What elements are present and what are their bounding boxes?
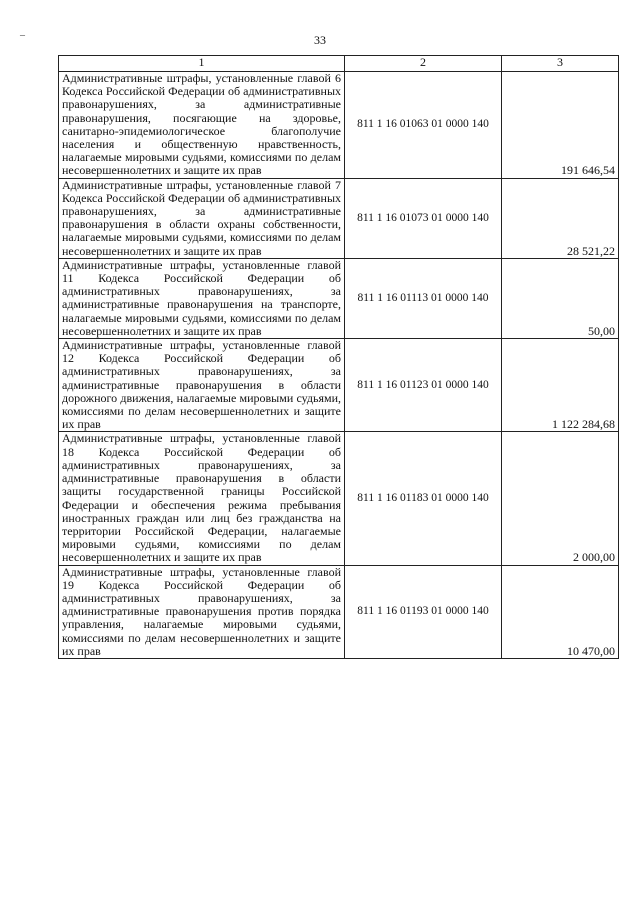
row-amount: 191 646,54: [502, 72, 619, 179]
column-header-2: 2: [345, 56, 502, 72]
page-number: 33: [314, 33, 326, 47]
revenue-table: [58, 55, 619, 659]
table-row: [59, 432, 619, 565]
row-amount: 50,00: [502, 258, 619, 338]
row-amount: 2 000,00: [502, 432, 619, 565]
table-row: [59, 72, 619, 179]
row-amount: 1 122 284,68: [502, 339, 619, 432]
row-code: 811 1 16 01193 01 0000 140: [345, 565, 502, 658]
row-code: 811 1 16 01183 01 0000 140: [345, 432, 502, 565]
row-description: Административные штрафы, установленные главой 6 Кодекса Российской Федерации об административных правонарушениях, за административные правонарушения, посягающие на здоровье, санитарно-эпидемиологическое благополучие населения и общественную нравственность, налагаемые мировыми судьями, комиссиями по делам несовершеннолетних и защите их прав: [59, 72, 345, 179]
row-code: 811 1 16 01073 01 0000 140: [345, 178, 502, 258]
table-row: [59, 178, 619, 258]
table-row: [59, 339, 619, 432]
table-row: [59, 258, 619, 338]
row-description: Административные штрафы, установленные главой 12 Кодекса Российской Федерации об административных правонарушениях, за административные правонарушения в области дорожного движения, налагаемые мировыми судьями, комиссиями по делам несовершеннолетних и защите их прав: [59, 339, 345, 432]
row-description: Административные штрафы, установленные главой 11 Кодекса Российской Федерации об административных правонарушениях, за административные правонарушения на транспорте, налагаемые мировыми судьями, комиссиями по делам несовершеннолетних и защите их прав: [59, 258, 345, 338]
row-description: Административные штрафы, установленные главой 18 Кодекса Российской Федерации об административных правонарушениях, за административные правонарушения в области защиты государственной границы Российской Федерации и обеспечения режима пребывания иностранных граждан или лиц без гражданства на территории Российской Федерации, налагаемые мировыми судьями, комиссиями по делам несовершеннолетних и защите их прав: [59, 432, 345, 565]
row-code: 811 1 16 01063 01 0000 140: [345, 72, 502, 179]
column-header-3: 3: [502, 56, 619, 72]
row-code: 811 1 16 01123 01 0000 140: [345, 339, 502, 432]
row-description: Административные штрафы, установленные главой 19 Кодекса Российской Федерации об административных правонарушениях, за административные правонарушения против порядка управления, налагаемые мировыми судьями, комиссиями по делам несовершеннолетних и защите их прав: [59, 565, 345, 658]
row-amount: 28 521,22: [502, 178, 619, 258]
row-amount: 10 470,00: [502, 565, 619, 658]
corner-mark: –: [20, 30, 25, 41]
table-header-row: [59, 56, 619, 72]
column-header-1: 1: [59, 56, 345, 72]
row-description: Административные штрафы, установленные главой 7 Кодекса Российской Федерации об административных правонарушениях, за административные правонарушения в области охраны собственности, налагаемые мировыми судьями, комиссиями по делам несовершеннолетних и защите их прав: [59, 178, 345, 258]
row-code: 811 1 16 01113 01 0000 140: [345, 258, 502, 338]
table-row: [59, 565, 619, 658]
